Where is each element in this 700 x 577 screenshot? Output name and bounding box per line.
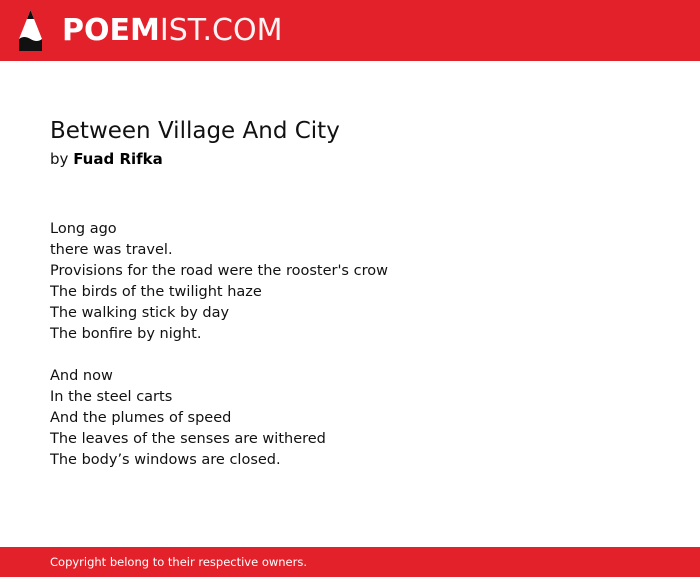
author-name: Fuad Rifka [73, 150, 163, 168]
poem-line: Provisions for the road were the rooster's crow [50, 263, 388, 279]
copyright-text: Copyright belong to their respective owners. [50, 555, 308, 569]
stanza [50, 219, 650, 345]
site-footer [0, 547, 700, 577]
brand-strong: POEM [62, 13, 160, 48]
poem-line: And the plumes of speed [50, 410, 232, 426]
poem-line: The bonfire by night. [50, 326, 202, 342]
poem-line: The leaves of the senses are withered [50, 431, 326, 447]
stanza [50, 366, 650, 471]
site-logo-text[interactable] [62, 12, 282, 50]
brand-light: IST.COM [159, 13, 283, 48]
by-label: by [50, 150, 69, 168]
pencil-tip-icon[interactable] [18, 9, 43, 52]
poem-line: The body’s windows are closed. [50, 452, 281, 468]
poem-title: Between Village And City [50, 118, 340, 144]
poem-line: The walking stick by day [50, 305, 230, 321]
poem-line: there was travel. [50, 242, 173, 258]
byline [50, 148, 163, 170]
site-header [0, 0, 700, 61]
poem-line: And now [50, 368, 113, 384]
poem-line: The birds of the twilight haze [50, 284, 262, 300]
poem-line: In the steel carts [50, 389, 173, 405]
poem-body [50, 219, 650, 492]
poem-line: Long ago [50, 221, 117, 237]
